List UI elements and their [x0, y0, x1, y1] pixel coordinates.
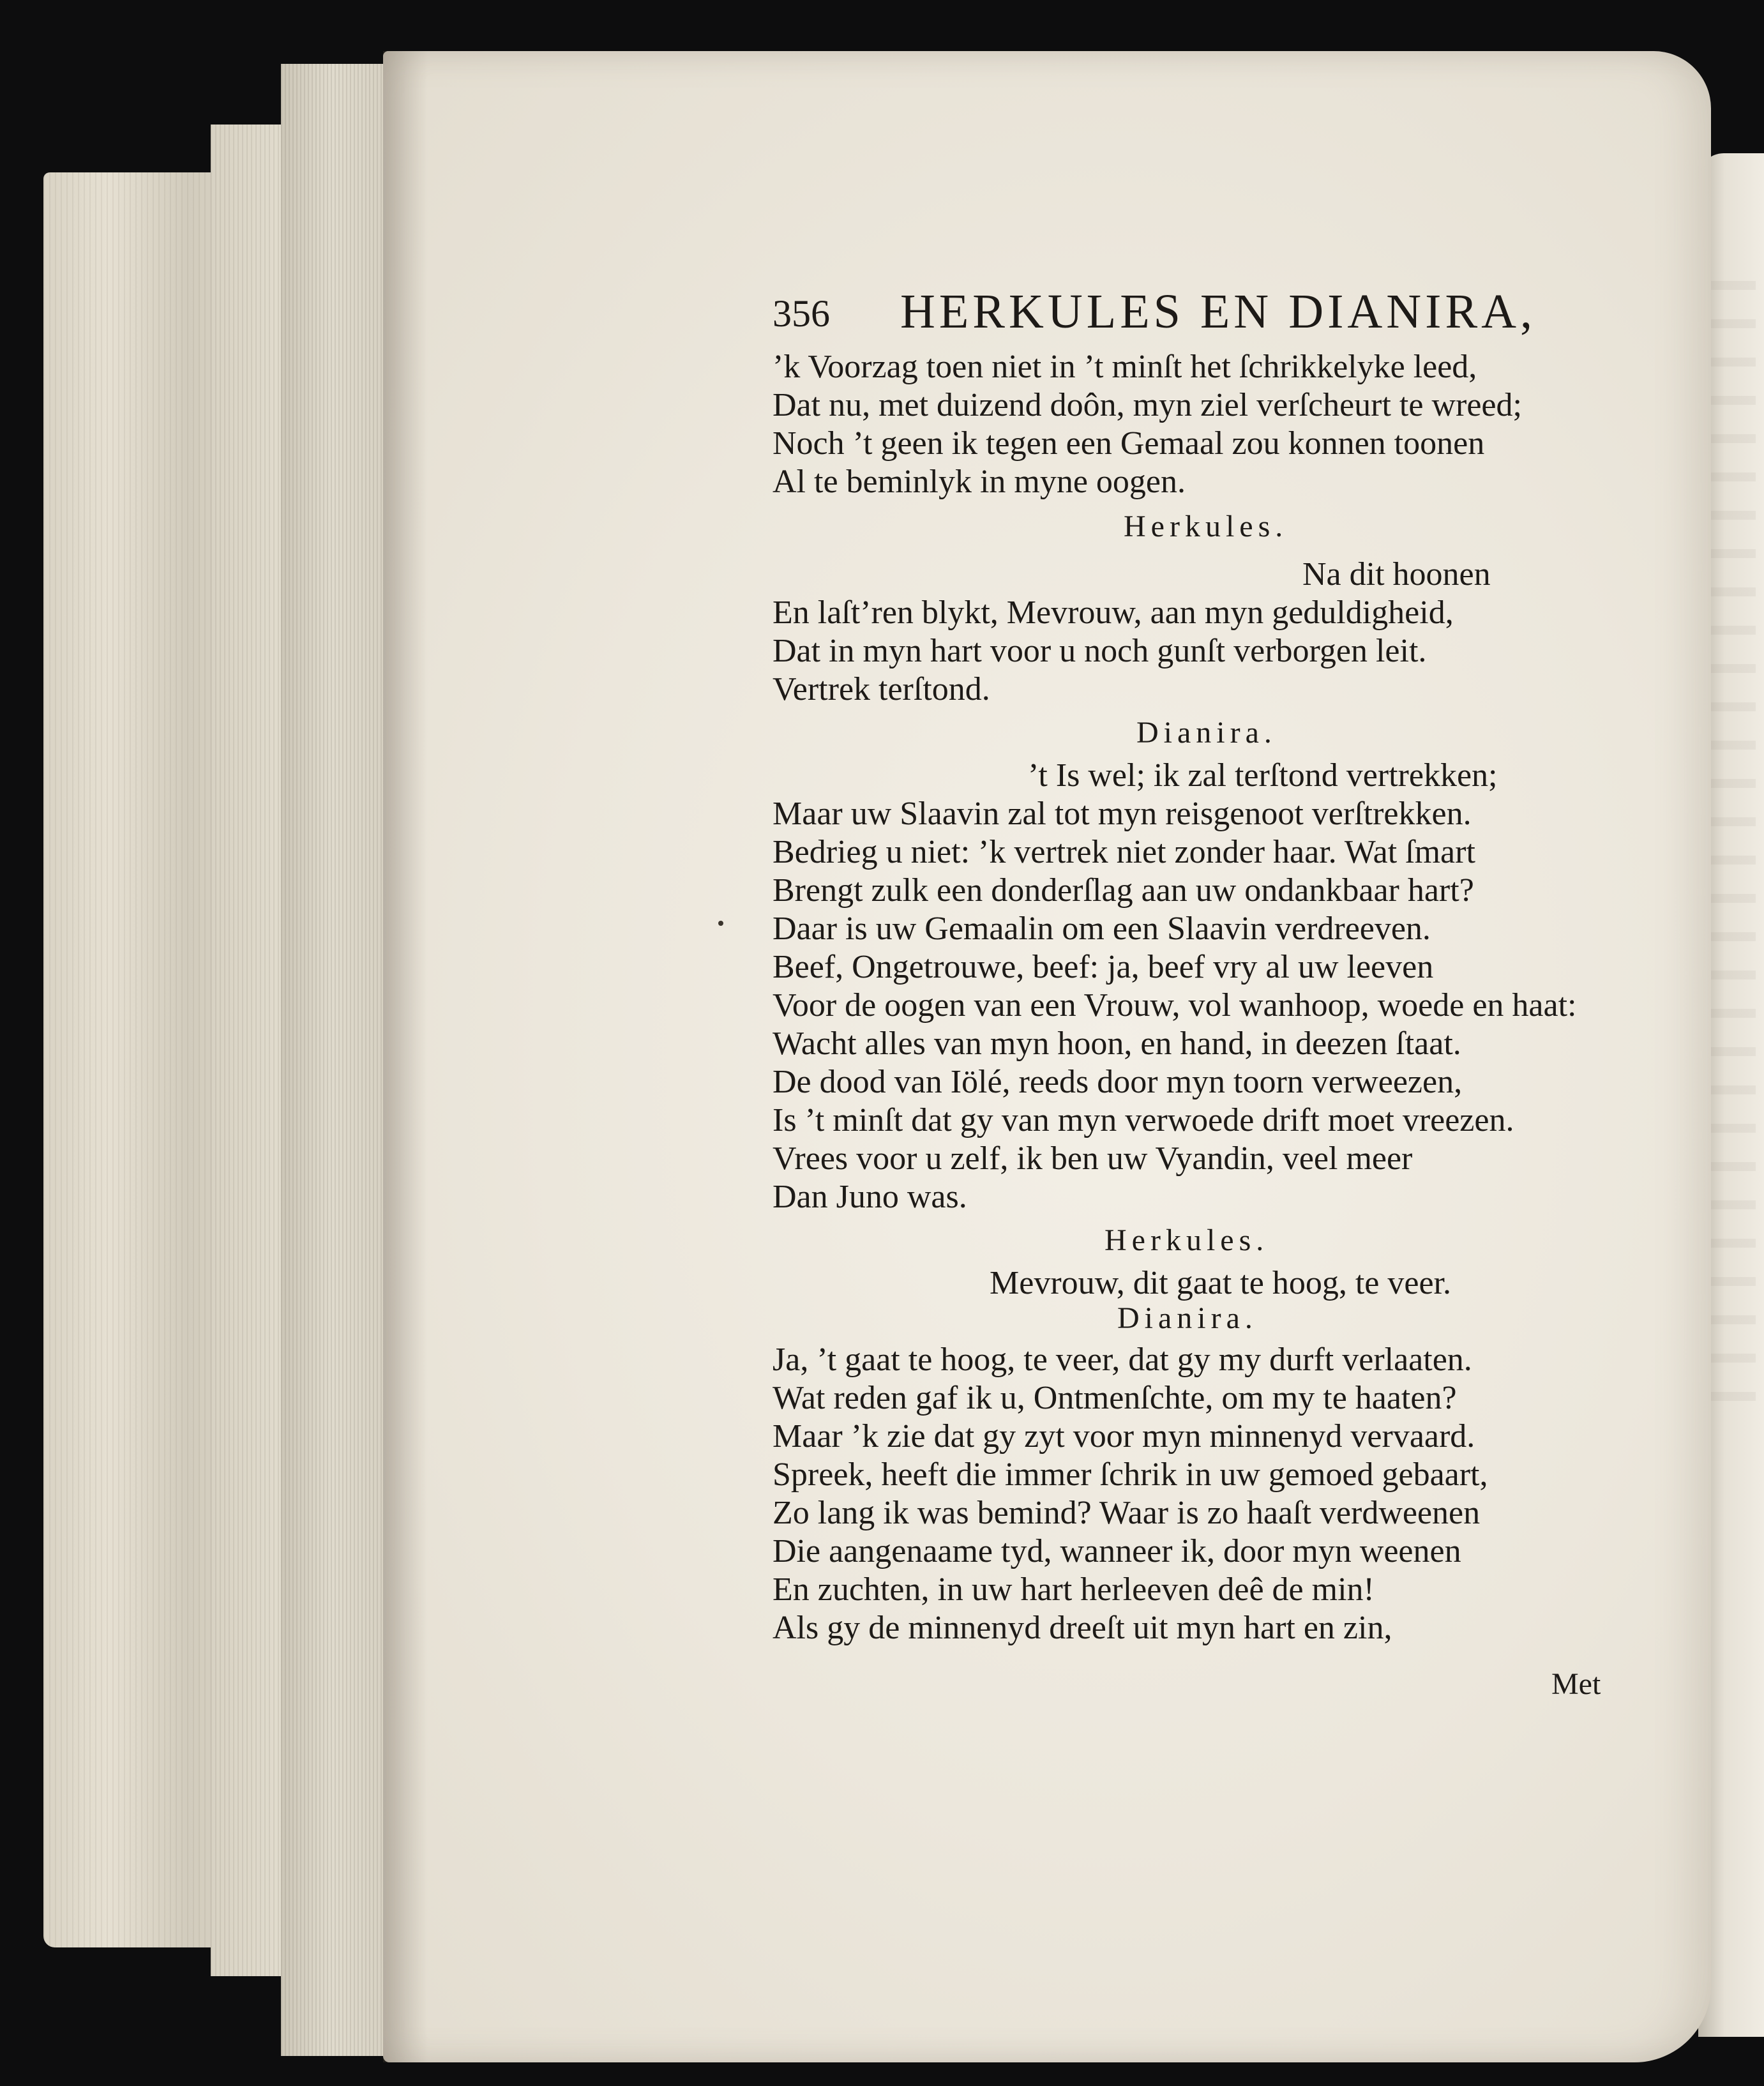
- verse-line: Die aangenaame tyd, wanneer ik, door myn weenen: [773, 1533, 1461, 1569]
- verse-line: Dat in myn hart voor u noch gunſt verborgen leit.: [773, 633, 1427, 669]
- verse-line: Dat nu, met duizend doôn, myn ziel verſcheurt te wreed;: [773, 387, 1522, 423]
- speaker-heading: Herkules.: [1104, 1223, 1269, 1257]
- ink-spot: [718, 921, 723, 926]
- verse-line: ’k Voorzag toen niet in ’t minſt het ſchrikkelyke leed,: [773, 349, 1477, 385]
- verse-line: Voor de oogen van een Vrouw, vol wanhoop, woede en haat:: [773, 987, 1577, 1024]
- speaker-heading: Herkules.: [1124, 510, 1288, 543]
- verse-line: Ja, ’t gaat te hoog, te veer, dat gy my durft verlaaten.: [773, 1342, 1472, 1378]
- verse-line: Vertrek terſtond.: [773, 671, 990, 707]
- verse-line: Vrees voor u zelf, ik ben uw Vyandin, veel meer: [773, 1140, 1413, 1177]
- speaker-heading: Dianira.: [1117, 1301, 1258, 1335]
- gutter-shadow: [383, 51, 428, 2062]
- verse-line: Brengt zulk een donderſlag aan uw ondankbaar hart?: [773, 872, 1474, 909]
- catchword: Met: [1551, 1667, 1601, 1701]
- verse-line: Is ’t minſt dat gy van myn verwoede drift moet vreezen.: [773, 1102, 1514, 1138]
- verse-line: Beef, Ongetrouwe, beef: ja, beef vry al uw leeven: [773, 949, 1434, 985]
- running-head: [773, 284, 1596, 354]
- running-title: HERKULES EN DIANIRA,: [900, 285, 1537, 338]
- speaker-heading: Dianira.: [1136, 716, 1277, 750]
- verse-line: En zuchten, in uw hart herleeven deê de min!: [773, 1571, 1375, 1608]
- verse-line: Maar ’k zie dat gy zyt voor myn minnenyd vervaard.: [773, 1418, 1475, 1455]
- verse-line: Bedrieg u niet: ’k vertrek niet zonder haar. Wat ſmart: [773, 834, 1475, 870]
- verse-line: Wacht alles van myn hoon, en hand, in deezen ſtaat.: [773, 1025, 1461, 1062]
- verse-line: Dan Juno was.: [773, 1179, 967, 1215]
- page-number: 356: [773, 292, 830, 335]
- verse-line: Spreek, heeft die immer ſchrik in uw gemoed gebaart,: [773, 1456, 1488, 1493]
- verse-line: ’t Is wel; ik zal terſtond vertrekken;: [1028, 757, 1498, 794]
- verse-line: Als gy de minnenyd dreeſt uit myn hart en zin,: [773, 1610, 1392, 1646]
- verse-line: Zo lang ik was bemind? Waar is zo haaſt verdweenen: [773, 1495, 1481, 1531]
- verse-line: De dood van Iölé, reeds door myn toorn verweezen,: [773, 1064, 1463, 1100]
- verse-line: Maar uw Slaavin zal tot myn reisgenoot verſtrekken.: [773, 796, 1472, 832]
- verse-line: Daar is uw Gemaalin om een Slaavin verdreeven.: [773, 911, 1431, 947]
- verse-line: Noch ’t geen ik tegen een Gemaal zou konnen toonen: [773, 425, 1485, 462]
- verse-line: En laſt’ren blykt, Mevrouw, aan myn geduldigheid,: [773, 594, 1454, 631]
- verse-line: Na dit hoonen: [1302, 556, 1491, 593]
- verse-line: Al te beminlyk in myne oogen.: [773, 464, 1186, 500]
- verse-line: Wat reden gaf ik u, Ontmenſchte, om my te haaten?: [773, 1380, 1457, 1416]
- verse-line: Mevrouw, dit gaat te hoog, te veer.: [990, 1265, 1451, 1301]
